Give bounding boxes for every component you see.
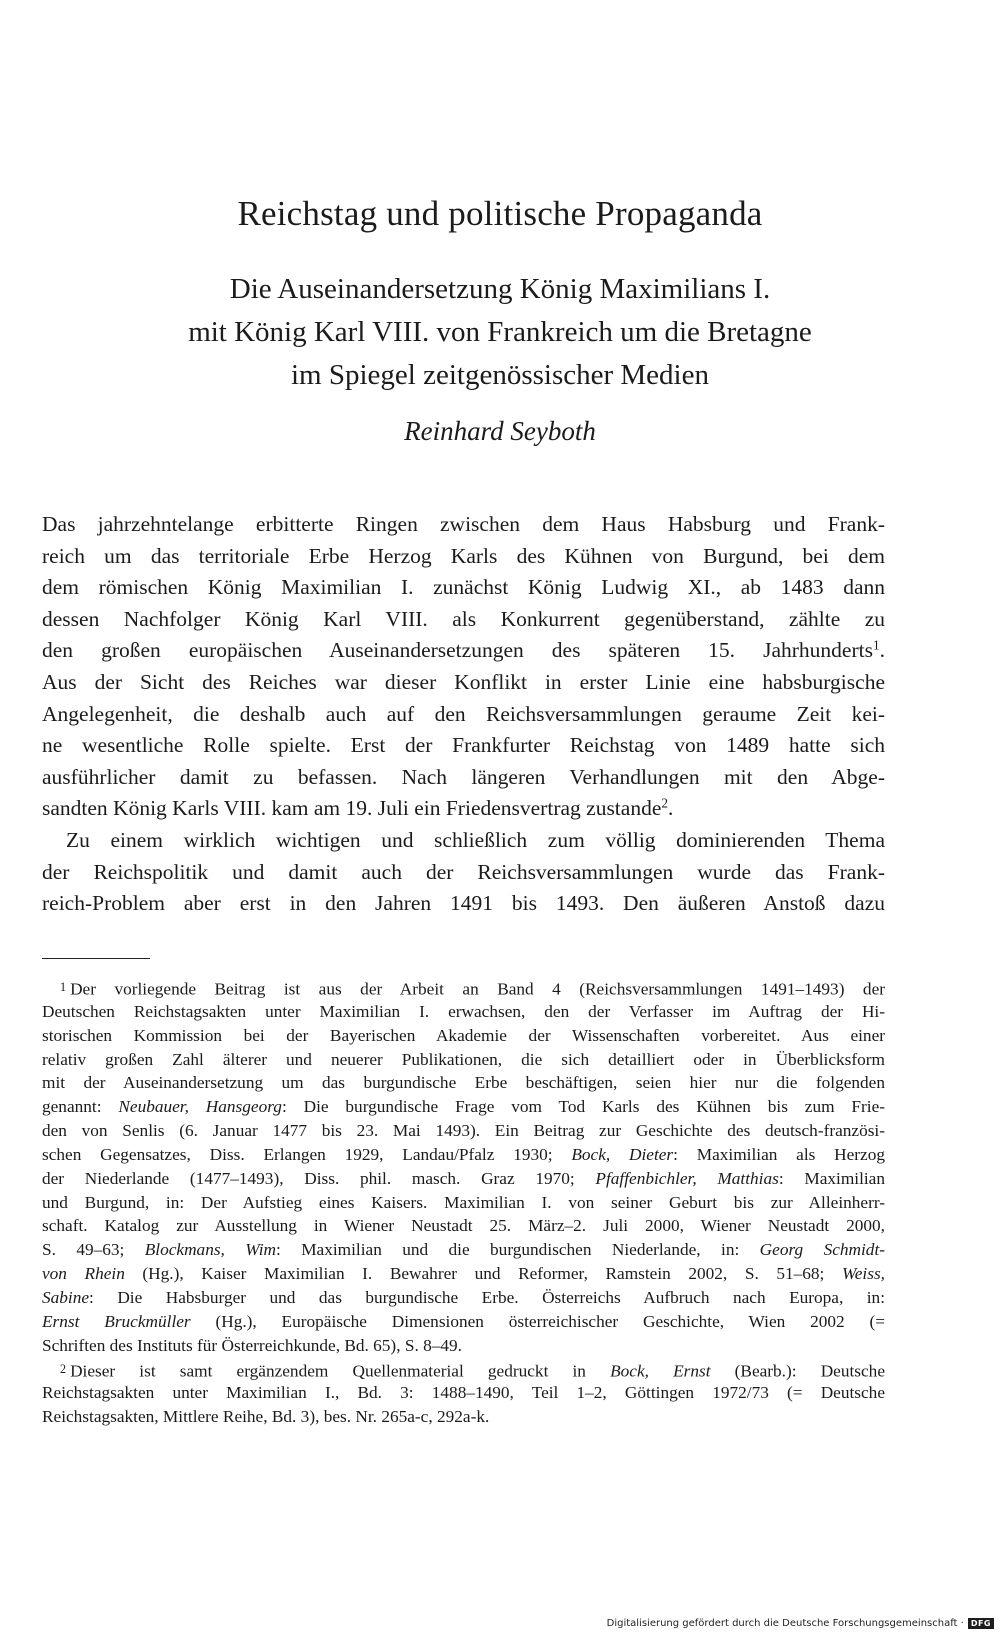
- footnote-text: : Maximilian und die burgundischen Niederlande, in:: [276, 1240, 760, 1260]
- footnote-line: [42, 1238, 885, 1262]
- body-line: [42, 762, 885, 794]
- body-line-text: dessen Nachfolger König Karl VIII. als Konkurrent gegenüberstand, zählte zu: [42, 606, 885, 631]
- footnote-text: : Maximilian: [778, 1168, 885, 1188]
- footnote-line: [42, 1167, 885, 1191]
- footnote-text: S. 49–63;: [42, 1240, 145, 1260]
- footnote-reference[interactable]: 2: [661, 796, 669, 812]
- body-line-text: den großen europäischen Auseinandersetzungen des späteren 15. Jahrhunderts: [42, 638, 873, 663]
- footnote-line: [42, 976, 885, 1000]
- footnote-line: [42, 1262, 885, 1286]
- footnote-text: : Maximilian als Herzog: [673, 1144, 886, 1164]
- footnote-line: [42, 1024, 885, 1048]
- footnote-text: (Hg.), Europäische Dimensionen österreichischer Geschichte, Wien 2002 (=: [190, 1311, 885, 1331]
- footnote-text: Der vorliegende Beitrag ist aus der Arbeit an Band 4 (Reichsversammlungen 1491–1493) der: [70, 979, 885, 999]
- footnote-text: Deutschen Reichstagsakten unter Maximilian I. erwachsen, den der Verfasser im Auftrag der Hi-: [42, 1001, 885, 1021]
- body-line: [42, 888, 885, 920]
- footnote-line: [42, 1119, 885, 1143]
- dfg-logo: DFG: [968, 1618, 994, 1629]
- footnote-text: storischen Kommission bei der Bayerischen Akademie der Wissenschaften vorbereitet. Aus einer: [42, 1025, 885, 1045]
- article-title: Reichstag und politische Propaganda: [237, 194, 763, 233]
- footnote-text: schen Gegensatzes, Diss. Erlangen 1929, Landau/Pfalz 1930;: [42, 1144, 572, 1164]
- footnote-author-name: Sabine: [42, 1287, 90, 1307]
- footnote-line: [42, 1143, 885, 1167]
- footnote-divider: [42, 958, 150, 959]
- body-line-text: sandten König Karls VIII. kam am 19. Juli ein Friedensvertrag zustande: [42, 796, 662, 821]
- credit-text: Digitalisierung gefördert durch die Deutsche Forschungsgemeinschaft ·: [606, 1618, 964, 1629]
- footnote-text: Dieser ist samt ergänzendem Quellenmaterial gedruckt in: [70, 1361, 611, 1381]
- author-name: Reinhard Seyboth: [404, 416, 596, 446]
- footnote-text: : Die Habsburger und das burgundische Erbe. Österreichs Aufbruch nach Europa, in:: [89, 1287, 885, 1307]
- footnote-line: [42, 1358, 885, 1382]
- footnote-line: [42, 1071, 885, 1095]
- subtitle-line: Die Auseinandersetzung König Maximilians I.: [229, 273, 771, 305]
- body-line: [42, 635, 885, 667]
- body-line-text: der Reichspolitik und damit auch der Reichsversammlungen wurde das Frank-: [42, 859, 885, 884]
- body-line-text: ne wesentliche Rolle spielte. Erst der Frankfurter Reichstag von 1489 hatte sich: [42, 733, 885, 758]
- body-line: [42, 604, 885, 636]
- body-line: [42, 857, 885, 889]
- footnote-number: 2: [60, 1361, 67, 1376]
- footnote-text: Reichstagsakten, Mittlere Reihe, Bd. 3), bes. Nr. 265a-c, 292a-k.: [42, 1407, 490, 1427]
- body-text: [42, 509, 885, 920]
- footnote-author-name: Georg Schmidt-: [759, 1240, 886, 1260]
- body-line: [42, 699, 885, 731]
- footnote-line: [42, 1191, 885, 1215]
- body-line-tail: .: [879, 638, 885, 663]
- footnote-line: [42, 1048, 885, 1072]
- footnote-line: [42, 1334, 885, 1358]
- body-line-text: Das jahrzehntelange erbitterte Ringen zwischen dem Haus Habsburg und Frank-: [42, 512, 885, 536]
- footnote-line: [42, 1381, 885, 1405]
- body-line: [42, 509, 885, 541]
- body-line-tail: .: [668, 796, 674, 821]
- article-subtitle: [60, 268, 940, 397]
- subtitle-line: mit König Karl VIII. von Frankreich um die Bretagne: [188, 316, 812, 348]
- body-line: [42, 825, 885, 857]
- body-line-text: reich um das territoriale Erbe Herzog Karls des Kühnen von Burgund, bei dem: [42, 543, 885, 568]
- footnotes: [42, 976, 885, 1429]
- footnote-author-name: Weiss,: [841, 1264, 885, 1284]
- footnote-line: [42, 1405, 885, 1429]
- footnote-author-name: Blockmans, Wim: [144, 1240, 276, 1260]
- body-line: [42, 572, 885, 604]
- footnote-text: Schriften des Instituts für Österreichkunde, Bd. 65), S. 8–49.: [42, 1335, 462, 1355]
- body-line-text: dem römischen König Maximilian I. zunächst König Ludwig XI., ab 1483 dann: [42, 575, 885, 600]
- body-line: [42, 541, 885, 573]
- footnote-text: der Niederlande (1477–1493), Diss. phil. masch. Graz 1970;: [42, 1168, 596, 1188]
- body-line-text: Aus der Sicht des Reiches war dieser Konflikt in erster Linie eine habsburgische: [42, 669, 885, 694]
- footnote-line: [42, 1214, 885, 1238]
- footnote-author-name: Neubauer, Hansgeorg: [118, 1097, 282, 1117]
- footnote-line: [42, 1310, 885, 1334]
- digitization-credit: [607, 1618, 994, 1629]
- subtitle-line: im Spiegel zeitgenössischer Medien: [291, 359, 709, 391]
- footnote-author-name: Pfaffenbichler, Matthias: [595, 1168, 779, 1188]
- body-line-text: reich-Problem aber erst in den Jahren 1491 bis 1493. Den äußeren Anstoß dazu: [42, 891, 885, 916]
- footnote-text: relativ großen Zahl älterer und neuerer Publikationen, die sich detailliert oder in Überblicksform: [42, 1049, 885, 1069]
- body-line-text: Zu einem wirklich wichtigen und schließlich zum völlig dominierenden Thema: [66, 827, 885, 852]
- footnote-text: mit der Auseinandersetzung um das burgundische Erbe beschäftigen, seien hier nur die folgenden: [42, 1073, 885, 1093]
- footnote-number: 1: [60, 980, 67, 994]
- footnote-text: genannt:: [42, 1097, 119, 1117]
- body-line: [42, 730, 885, 762]
- footnote-author-name: von Rhein: [42, 1264, 125, 1284]
- body-line: [42, 667, 885, 699]
- body-line-text: Angelegenheit, die deshalb auch auf den Reichsversammlungen geraume Zeit kei-: [42, 701, 885, 726]
- footnote-text: den von Senlis (6. Januar 1477 bis 23. Mai 1493). Ein Beitrag zur Geschichte des deutsch-französi-: [42, 1121, 885, 1141]
- footnote-text: Reichstagsakten unter Maximilian I., Bd. 3: 1488–1490, Teil 1–2, Göttingen 1972/73 (= Deutsche: [42, 1383, 885, 1403]
- footnote-author-name: Bock, Ernst: [610, 1361, 711, 1381]
- footnote-text: (Bearb.): Deutsche: [710, 1361, 885, 1381]
- footnote-line: [42, 1000, 885, 1024]
- footnote-text: (Hg.), Kaiser Maximilian I. Bewahrer und Reformer, Ramstein 2002, S. 51–68;: [124, 1264, 842, 1284]
- footnote-text: : Die burgundische Frage vom Tod Karls des Kühnen bis zum Frie-: [281, 1097, 885, 1117]
- footnote-text: und Burgund, in: Der Aufstieg eines Kaisers. Maximilian I. von seiner Geburt bis zur Alleinherr-: [42, 1192, 885, 1212]
- body-line-text: ausführlicher damit zu befassen. Nach längeren Verhandlungen mit den Abge-: [42, 764, 885, 789]
- footnote-text: schaft. Katalog zur Ausstellung in Wiener Neustadt 25. März–2. Juli 2000, Wiener Neustadt 2000,: [42, 1216, 885, 1236]
- footnote-author-name: Bock, Dieter: [571, 1144, 674, 1164]
- footnote-line: [42, 1095, 885, 1119]
- footnote-reference[interactable]: 1: [872, 638, 880, 654]
- body-line: [42, 793, 885, 825]
- footnote-author-name: Ernst Bruckmüller: [42, 1311, 191, 1331]
- footnote-line: [42, 1286, 885, 1310]
